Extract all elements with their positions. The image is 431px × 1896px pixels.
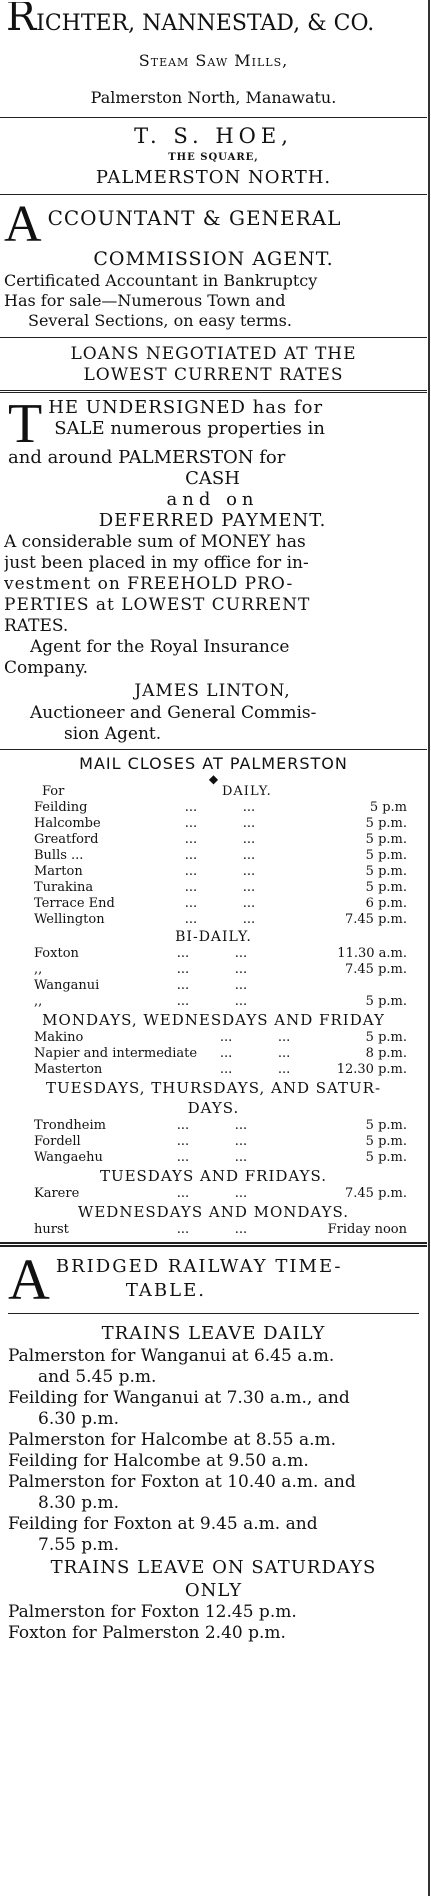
mail-dots: ... <box>176 1150 190 1165</box>
table-row <box>0 1134 427 1150</box>
mail-dots: ... <box>184 912 198 927</box>
mail-daily-table <box>0 784 427 928</box>
mail-place: Fordell <box>34 1134 81 1149</box>
accountant-line3: Several Sections, on easy terms. <box>28 311 292 330</box>
mail-time: 6 p.m. <box>365 896 407 911</box>
table-row <box>0 1118 427 1134</box>
mail-dots: ... <box>242 880 256 895</box>
railway-sat-list <box>0 1602 427 1644</box>
mail-time: 5 p.m. <box>365 1118 407 1133</box>
accountant-line1: Certificated Accountant in Bankruptcy <box>4 271 318 290</box>
mail-title: MAIL CLOSES AT PALMERSTON <box>79 754 348 773</box>
mail-place: Terrace End <box>34 896 115 911</box>
mail-dots: ... <box>184 864 198 879</box>
mail-dots: ... <box>234 962 248 977</box>
mail-dots: ... <box>184 896 198 911</box>
mail-place: Marton <box>34 864 83 879</box>
mail-dots: ... <box>234 1134 248 1149</box>
linton-l2: SALE numerous properties in <box>54 418 325 439</box>
mail-bidaily-label: BI-DAILY. <box>175 929 252 945</box>
richter-line2: Palmerston North, Manawatu. <box>90 88 337 107</box>
mail-dots: ... <box>242 864 256 879</box>
mail-time: 12.30 p.m. <box>336 1062 407 1077</box>
accountant-title2: COMMISSION AGENT. <box>93 248 334 270</box>
mail-dots: ... <box>184 816 198 831</box>
mail-dots: ... <box>242 912 256 927</box>
hoe-name: T. S. HOE, <box>134 124 293 148</box>
linton-p1: A considerable sum of MONEY has <box>4 532 306 552</box>
railway-initial: A <box>8 1251 50 1305</box>
mail-tts-table <box>0 1118 427 1166</box>
mail-dots: ... <box>176 978 190 993</box>
table-row <box>0 800 427 816</box>
mail-dots: ... <box>277 1030 291 1045</box>
mail-dots: ... <box>242 896 256 911</box>
linton-p4: PERTIES at LOWEST CURRENT <box>4 595 311 615</box>
mail-place: Wanganui <box>34 978 100 993</box>
mail-dots: ... <box>234 1222 248 1237</box>
divider <box>0 749 427 750</box>
richter-heading <box>0 2 427 39</box>
mail-dots: ... <box>176 1222 190 1237</box>
divider <box>0 337 427 338</box>
linton-l3: and around PALMERSTON for <box>8 447 286 468</box>
mail-dots: ... <box>176 1118 190 1133</box>
mail-wm-table <box>0 1222 427 1238</box>
mail-place: hurst <box>34 1222 69 1237</box>
mail-tts-label2: DAYS. <box>187 1099 240 1117</box>
linton-p3: vestment on FREEHOLD PRO- <box>4 574 294 594</box>
railway-daily-line: Palmerston for Wanganui at 6.45 a.m. <box>8 1346 335 1366</box>
linton-agent1: Agent for the Royal Insurance <box>30 637 290 657</box>
railway-daily-line: Palmerston for Halcombe at 8.55 a.m. <box>8 1430 337 1450</box>
mail-dots: ... <box>176 1134 190 1149</box>
railway-title2: TABLE. <box>125 1280 206 1301</box>
railway-daily-line: Feilding for Wanganui at 7.30 a.m., and <box>8 1388 350 1408</box>
mail-time: 11.30 a.m. <box>337 946 407 961</box>
mail-dots: ... <box>219 1062 233 1077</box>
linton-l1: HE UNDERSIGNED has for <box>48 397 324 418</box>
table-row <box>0 896 427 912</box>
accountant-initial: A <box>4 199 42 247</box>
railway-daily-heading: TRAINS LEAVE DAILY <box>101 1323 326 1344</box>
hoe-address1: THE SQUARE, <box>168 152 259 163</box>
mail-dots: ... <box>176 994 190 1009</box>
mail-dots: ... <box>242 848 256 863</box>
mail-dots: ... <box>176 962 190 977</box>
mail-place: Wellington <box>34 912 105 927</box>
mail-dots: ... <box>277 1046 291 1061</box>
mail-dots: ... <box>234 946 248 961</box>
railway-daily-line: Feilding for Halcombe at 9.50 a.m. <box>8 1451 309 1471</box>
mail-dots: ... <box>219 1046 233 1061</box>
mail-dots: ... <box>234 1186 248 1201</box>
railway-sat-heading2: ONLY <box>184 1580 243 1601</box>
mail-dots: ... <box>242 816 256 831</box>
mail-time: 5 p.m. <box>365 816 407 831</box>
ad-hoe <box>0 122 427 190</box>
mail-time: 7.45 p.m. <box>345 1186 407 1201</box>
divider <box>0 117 427 118</box>
table-row <box>0 1062 427 1078</box>
mail-dots: ... <box>184 880 198 895</box>
mail-time: 5 p.m. <box>365 848 407 863</box>
table-row <box>0 978 427 994</box>
mail-mwf-table <box>0 1030 427 1078</box>
mail-time: 5 p.m. <box>365 880 407 895</box>
linton-l4: CASH <box>185 468 240 489</box>
table-row <box>0 848 427 864</box>
mail-tf-label: TUESDAYS AND FRIDAYS. <box>99 1167 328 1185</box>
mail-dots: ... <box>234 1150 248 1165</box>
table-row <box>0 946 427 962</box>
mail-place: ,, <box>34 994 43 1009</box>
table-row <box>0 912 427 928</box>
mail-dots: ... <box>242 832 256 847</box>
railway-daily-line-cont: 7.55 p.m. <box>38 1535 120 1555</box>
mail-time: 5 p.m. <box>365 832 407 847</box>
table-row <box>0 816 427 832</box>
mail-dots: ... <box>184 800 198 815</box>
ad-linton <box>0 397 427 745</box>
mail-wm-label: WEDNESDAYS AND MONDAYS. <box>77 1203 350 1221</box>
railway-sat-line: Foxton for Palmerston 2.40 p.m. <box>8 1623 286 1643</box>
table-row <box>0 880 427 896</box>
table-row <box>0 832 427 848</box>
ad-railway <box>0 1251 427 1644</box>
table-row <box>0 1222 427 1238</box>
table-row <box>0 994 427 1010</box>
accountant-line2: Has for sale—Numerous Town and <box>4 291 286 310</box>
mail-time: 7.45 p.m. <box>345 912 407 927</box>
ad-richter <box>0 0 427 113</box>
mail-place: Halcombe <box>34 816 101 831</box>
table-row <box>0 1150 427 1166</box>
mail-place: Foxton <box>34 946 79 961</box>
linton-role2: sion Agent. <box>64 724 162 744</box>
mail-place: Masterton <box>34 1062 103 1077</box>
table-row <box>0 864 427 880</box>
mail-bidaily-table <box>0 946 427 1010</box>
divider <box>0 194 427 195</box>
mail-dots: ... <box>184 832 198 847</box>
accountant-loans1: LOANS NEGOTIATED AT THE <box>70 344 357 364</box>
railway-daily-line: Feilding for Foxton at 9.45 a.m. and <box>8 1514 318 1534</box>
railway-sat-line: Palmerston for Foxton 12.45 p.m. <box>8 1602 297 1622</box>
mail-place: Napier and intermediate <box>34 1046 198 1061</box>
mail-dots: ... <box>242 800 256 815</box>
mail-dots: ... <box>176 1186 190 1201</box>
linton-role1: Auctioneer and General Commis- <box>30 703 317 723</box>
linton-name: JAMES LINTON, <box>134 681 291 701</box>
mail-place: Wangaehu <box>34 1150 103 1165</box>
mail-dots: ... <box>219 1030 233 1045</box>
mail-time: 5 p.m. <box>365 864 407 879</box>
mail-place: Trondheim <box>34 1118 106 1133</box>
linton-l5: and on <box>166 489 259 510</box>
mail-dots: ... <box>176 946 190 961</box>
mail-tf-table <box>0 1186 427 1202</box>
linton-agent2: Company. <box>4 658 89 678</box>
linton-p2: just been placed in my office for in- <box>4 553 309 573</box>
mail-time: 5 p.m. <box>365 1134 407 1149</box>
accountant-loans2: LOWEST CURRENT RATES <box>83 365 344 385</box>
railway-daily-line-cont: 8.30 p.m. <box>38 1493 120 1513</box>
mail-dots: ... <box>277 1062 291 1077</box>
railway-daily-line-cont: 6.30 p.m. <box>38 1409 120 1429</box>
mail-place: Bulls ... <box>34 848 84 863</box>
mail-dots: ... <box>184 848 198 863</box>
table-row <box>0 1030 427 1046</box>
mail-place: Turakina <box>34 880 94 895</box>
mail-time: 8 p.m. <box>365 1046 407 1061</box>
hoe-address2: PALMERSTON NORTH. <box>95 167 332 188</box>
richter-initial: R <box>6 2 37 39</box>
richter-line1: Steam Saw Mills, <box>138 51 289 70</box>
mail-dots: ... <box>234 978 248 993</box>
mail-place: ,, <box>34 962 43 977</box>
mail-time: 5 p.m. <box>365 1150 407 1165</box>
mail-time: 5 p.m. <box>365 1030 407 1045</box>
table-row <box>0 1186 427 1202</box>
divider <box>0 390 427 393</box>
richter-title: ICHTER, NANNESTAD, & CO. <box>36 11 375 36</box>
mail-place: Karere <box>34 1186 80 1201</box>
mail-tts-label1: TUESDAYS, THURSDAYS, AND SATUR- <box>45 1079 382 1097</box>
ad-accountant <box>0 199 427 386</box>
linton-l6: DEFERRED PAYMENT. <box>98 510 327 531</box>
mail-time <box>270 978 427 994</box>
table-row <box>0 1046 427 1062</box>
mail-time: 5 p.m <box>369 800 407 815</box>
linton-initial: T <box>8 397 43 447</box>
mail-dots: ... <box>234 1118 248 1133</box>
mail-ornament: ◆ <box>208 772 219 786</box>
railway-daily-line: Palmerston for Foxton at 10.40 a.m. and <box>8 1472 356 1492</box>
mail-daily-label: DAILY. <box>222 784 272 799</box>
divider <box>8 1313 419 1314</box>
mail-for-label: For <box>42 784 65 799</box>
mail-dots: ... <box>234 994 248 1009</box>
railway-daily-line-cont: and 5.45 p.m. <box>38 1367 157 1387</box>
divider <box>0 1242 427 1247</box>
table-row <box>0 962 427 978</box>
mail-time: 7.45 p.m. <box>345 962 407 977</box>
mail-place: Makino <box>34 1030 84 1045</box>
mail-place: Feilding <box>34 800 88 815</box>
mail-place: Greatford <box>34 832 99 847</box>
accountant-title1: CCOUNTANT & GENERAL <box>47 206 342 230</box>
railway-daily-list <box>0 1346 427 1556</box>
column-rule <box>428 0 430 1896</box>
linton-p5: RATES. <box>4 616 69 636</box>
ad-mail <box>0 754 427 1238</box>
mail-time: Friday noon <box>327 1222 407 1237</box>
railway-title1: BRIDGED RAILWAY TIME- <box>55 1256 343 1277</box>
mail-time: 5 p.m. <box>365 994 407 1009</box>
mail-mwf-label: MONDAYS, WEDNESDAYS AND FRIDAY <box>42 1011 385 1029</box>
railway-sat-heading1: TRAINS LEAVE ON SATURDAYS <box>50 1557 377 1578</box>
